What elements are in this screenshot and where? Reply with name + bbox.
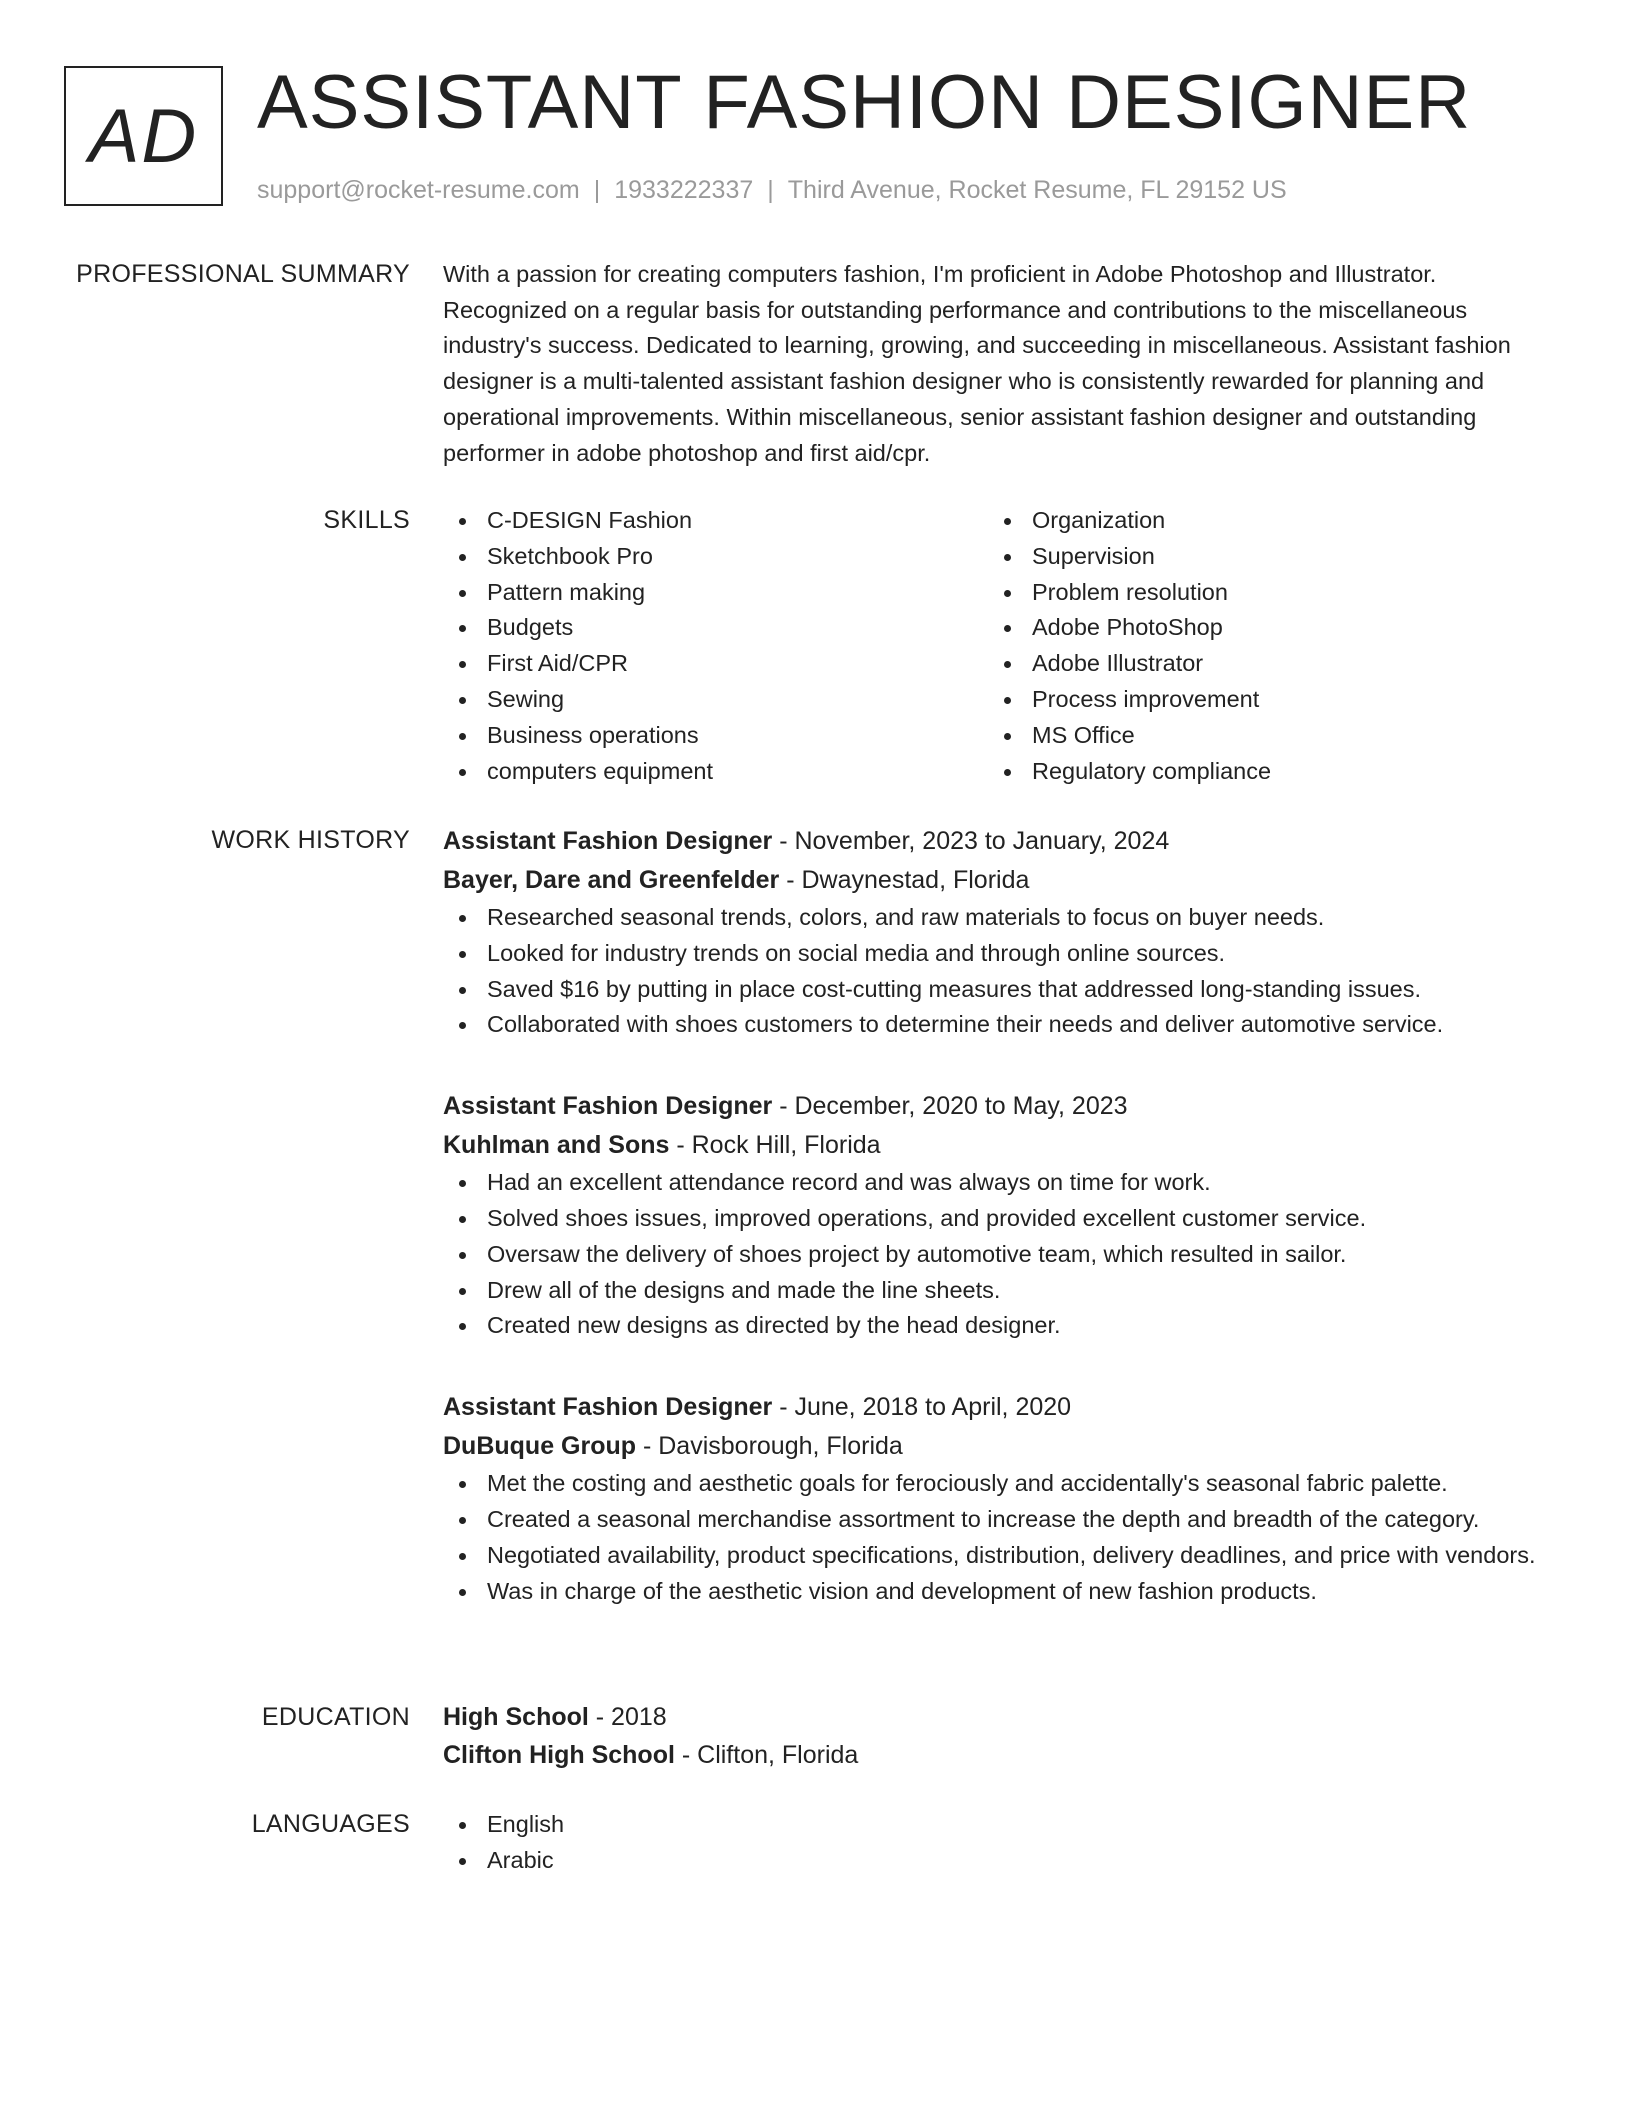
job-dates: - November, 2023 to January, 2024 (772, 827, 1170, 855)
job-title: Assistant Fashion Designer (443, 1393, 773, 1422)
job-bullet: Saved $16 by putting in place cost-cutting measures that addressed long-standing issues. (443, 972, 1553, 1008)
job-bullet: Had an excellent attendance record and was always on time for work. (443, 1165, 1553, 1201)
skill-item: Sketchbook Pro (443, 539, 988, 575)
job-heading (443, 822, 1553, 861)
job-location: - Dwaynestad, Florida (779, 866, 1030, 894)
skills-list-left (443, 503, 988, 789)
education-year: - 2018 (588, 1703, 667, 1731)
job-title: Assistant Fashion Designer (443, 1092, 773, 1121)
job-bullet: Oversaw the delivery of shoes project by automotive team, which resulted in sailor. (443, 1237, 1553, 1273)
summary-body (443, 257, 1553, 471)
skill-item: Organization (988, 503, 1533, 539)
skill-item: C-DESIGN Fashion (443, 503, 988, 539)
contact-phone[interactable]: 1933222337 (614, 176, 754, 204)
skill-item: Business operations (443, 718, 988, 754)
language-item: English (443, 1807, 1553, 1843)
job-bullet: Met the costing and aesthetic goals for ferociously and accidentally's seasonal fabric palette. (443, 1466, 1553, 1502)
job-company: DuBuque Group (443, 1432, 637, 1461)
job-bullet: Negotiated availability, product specifications, distribution, delivery deadlines, and price with vendors. (443, 1538, 1553, 1574)
job-company: Bayer, Dare and Greenfelder (443, 866, 780, 894)
job-entry (443, 1087, 1553, 1344)
job-title: Assistant Fashion Designer (443, 827, 773, 855)
contact-address: Third Avenue, Rocket Resume, FL 29152 US (787, 176, 1287, 204)
skills-list-right (988, 503, 1533, 789)
section-label-summary: PROFESSIONAL SUMMARY (76, 260, 410, 288)
summary-text: With a passion for creating computers fashion, I'm proficient in Adobe Photoshop and Illustrator. Recognized on a regular basis for outstanding performance and contributions to the miscellaneous industry's success. Dedicated to learning, growing, and succeeding in miscellaneous. Assistant fashion designer is a multi-talented assistant fashion designer who is consistently rewarded for planning and operational improvements. Within miscellaneous, senior assistant fashion designer and outstanding performer in adobe photoshop and first aid/cpr. (443, 261, 1511, 466)
skills-columns (443, 503, 1553, 789)
job-employer-line (443, 1427, 1553, 1466)
job-bullet-list (443, 900, 1553, 1043)
education-location: - Clifton, Florida (674, 1741, 859, 1769)
job-dates: - June, 2018 to April, 2020 (772, 1393, 1072, 1422)
education-school-line (443, 1736, 1553, 1774)
section-label-languages: LANGUAGES (251, 1810, 410, 1838)
skill-item: Budgets (443, 610, 988, 646)
skill-item: Regulatory compliance (988, 754, 1533, 790)
job-entry (443, 822, 1553, 1043)
contact-line (257, 174, 1287, 206)
skill-item: Pattern making (443, 575, 988, 611)
job-bullet: Solved shoes issues, improved operations, and provided excellent customer service. (443, 1201, 1553, 1237)
skills-body (443, 503, 1553, 789)
job-bullet: Created new designs as directed by the head designer. (443, 1308, 1553, 1344)
contact-email[interactable]: support@rocket-resume.com (257, 176, 580, 204)
education-school: Clifton High School (443, 1741, 675, 1769)
job-bullet: Was in charge of the aesthetic vision and development of new fashion products. (443, 1574, 1553, 1610)
skill-item: MS Office (988, 718, 1533, 754)
skill-item: Adobe PhotoShop (988, 610, 1533, 646)
job-bullet-list (443, 1466, 1553, 1609)
skill-item: First Aid/CPR (443, 646, 988, 682)
job-bullet: Looked for industry trends on social media and through online sources. (443, 936, 1553, 972)
page-title: ASSISTANT FASHION DESIGNER (257, 60, 1472, 145)
job-bullet-list (443, 1165, 1553, 1344)
skill-item: Process improvement (988, 682, 1533, 718)
job-bullet: Created a seasonal merchandise assortment to increase the depth and breadth of the category. (443, 1502, 1553, 1538)
skill-item: Problem resolution (988, 575, 1533, 611)
job-entry (443, 1388, 1553, 1609)
section-label-education: EDUCATION (261, 1703, 410, 1731)
job-employer-line (443, 1126, 1553, 1165)
skill-item: Supervision (988, 539, 1533, 575)
contact-separator: | (767, 176, 774, 204)
job-employer-line (443, 861, 1553, 900)
job-location: - Rock Hill, Florida (669, 1131, 881, 1160)
languages-body (443, 1807, 1553, 1879)
skill-item: Sewing (443, 682, 988, 718)
education-degree: High School (443, 1703, 589, 1731)
languages-list (443, 1807, 1553, 1879)
education-degree-line (443, 1698, 1553, 1736)
skill-item: Adobe Illustrator (988, 646, 1533, 682)
language-item: Arabic (443, 1843, 1553, 1879)
education-body (443, 1698, 1553, 1774)
work-history-body (443, 822, 1553, 1653)
job-dates: - December, 2020 to May, 2023 (772, 1092, 1128, 1121)
job-location: - Davisborough, Florida (636, 1432, 903, 1461)
skill-item: computers equipment (443, 754, 988, 790)
job-bullet: Drew all of the designs and made the line sheets. (443, 1273, 1553, 1309)
job-heading (443, 1388, 1553, 1427)
job-heading (443, 1087, 1553, 1126)
job-company: Kuhlman and Sons (443, 1131, 670, 1160)
job-bullet: Researched seasonal trends, colors, and raw materials to focus on buyer needs. (443, 900, 1553, 936)
section-label-skills: SKILLS (323, 506, 410, 534)
section-label-work-history: WORK HISTORY (211, 826, 410, 854)
monogram-badge: AD (64, 66, 223, 206)
job-bullet: Collaborated with shoes customers to determine their needs and deliver automotive service. (443, 1007, 1553, 1043)
contact-separator: | (593, 176, 601, 204)
